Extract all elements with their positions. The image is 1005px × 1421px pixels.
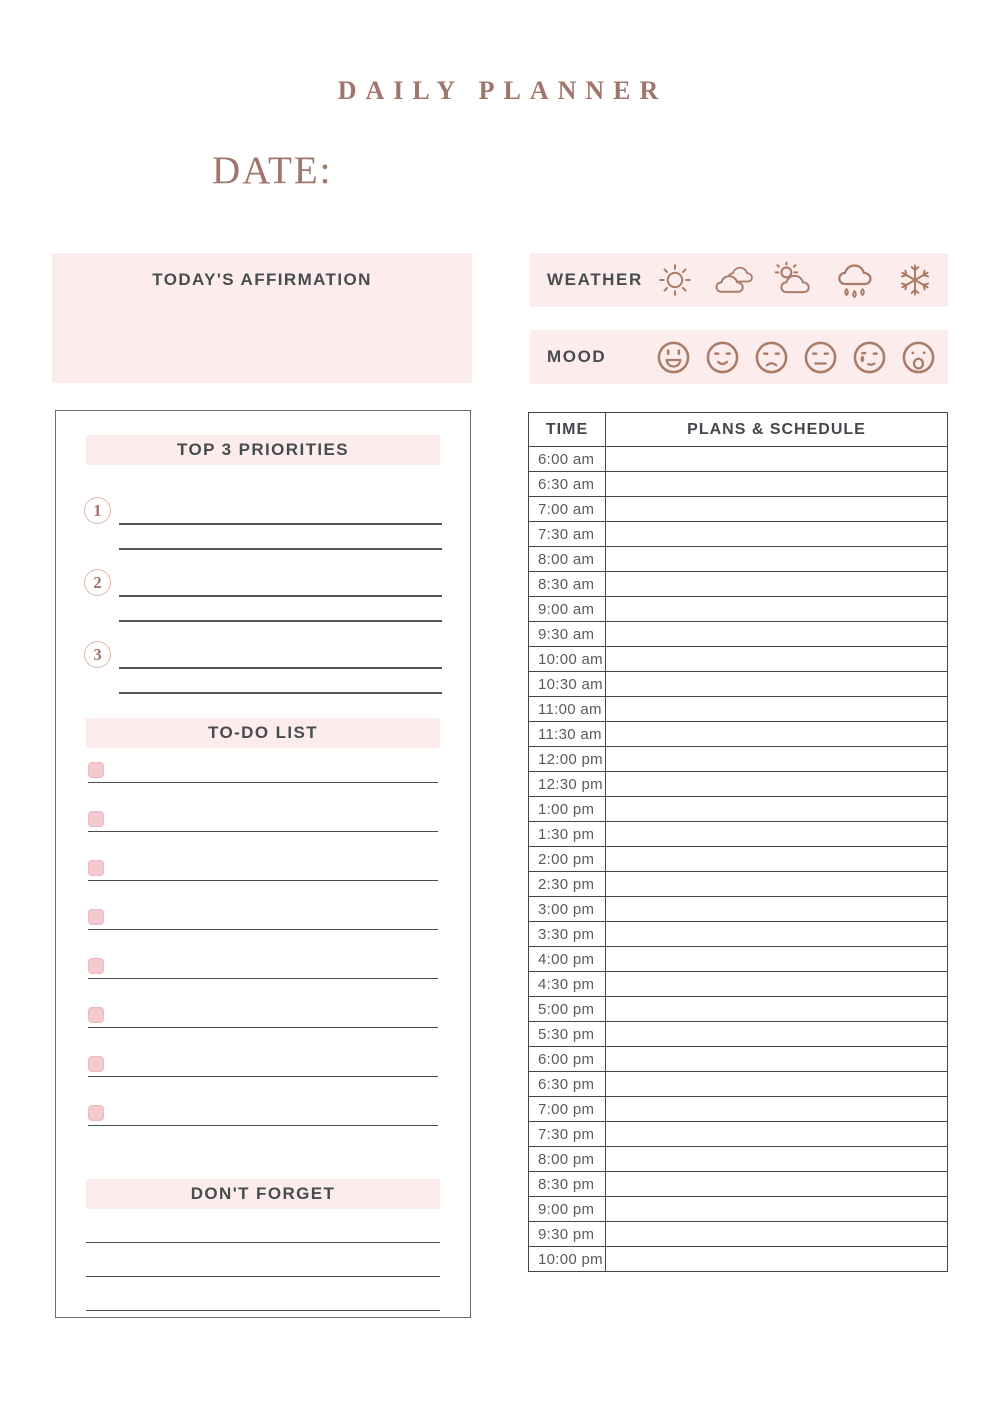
- schedule-plan-cell[interactable]: [606, 772, 948, 797]
- priority-line[interactable]: [119, 571, 442, 597]
- plans-column-header: PLANS & SCHEDULE: [606, 413, 948, 447]
- todo-line[interactable]: [88, 831, 438, 832]
- mood-label: MOOD: [547, 347, 607, 366]
- todo-item: [88, 811, 438, 853]
- schedule-plan-cell[interactable]: [606, 722, 948, 747]
- priority-number: 1: [84, 497, 111, 524]
- dont-forget-line[interactable]: [86, 1209, 440, 1243]
- rainy-icon[interactable]: [834, 260, 876, 300]
- schedule-plan-cell[interactable]: [606, 522, 948, 547]
- schedule-plan-cell[interactable]: [606, 597, 948, 622]
- todo-checkbox[interactable]: [88, 860, 104, 876]
- priority-row: [84, 495, 442, 525]
- schedule-time: 6:30 am: [529, 472, 606, 497]
- schedule-time: 1:00 pm: [529, 797, 606, 822]
- schedule-plan-cell[interactable]: [606, 447, 948, 472]
- date-label: DATE:: [212, 149, 333, 192]
- schedule-row: [529, 622, 948, 647]
- schedule-row: [529, 747, 948, 772]
- todo-checkbox[interactable]: [88, 811, 104, 827]
- sun-icon[interactable]: [654, 260, 696, 300]
- schedule-time: 9:00 am: [529, 597, 606, 622]
- time-column-header: TIME: [529, 413, 606, 447]
- schedule-time: 8:30 pm: [529, 1172, 606, 1197]
- smiling-face-icon[interactable]: [705, 340, 740, 375]
- snowflake-icon[interactable]: [894, 260, 936, 300]
- schedule-row: [529, 1072, 948, 1097]
- todo-line[interactable]: [88, 978, 438, 979]
- schedule-time: 7:30 pm: [529, 1122, 606, 1147]
- schedule-plan-cell[interactable]: [606, 697, 948, 722]
- priority-item: [84, 495, 442, 550]
- dont-forget-line[interactable]: [86, 1243, 440, 1277]
- schedule-plan-cell[interactable]: [606, 622, 948, 647]
- todo-checkbox[interactable]: [88, 909, 104, 925]
- schedule-plan-cell[interactable]: [606, 1197, 948, 1222]
- priority-row: [84, 567, 442, 597]
- schedule-time: 6:00 pm: [529, 1047, 606, 1072]
- priority-line[interactable]: [119, 692, 442, 694]
- priority-row: [84, 639, 442, 669]
- priority-line[interactable]: [119, 548, 442, 550]
- schedule-row: [529, 597, 948, 622]
- schedule-row: [529, 472, 948, 497]
- schedule-row: [529, 997, 948, 1022]
- schedule-time: 3:30 pm: [529, 922, 606, 947]
- todo-item: [88, 1056, 438, 1098]
- weather-bar: [530, 253, 948, 307]
- left-panel: [55, 410, 471, 1318]
- schedule-row: [529, 847, 948, 872]
- schedule-plan-cell[interactable]: [606, 547, 948, 572]
- schedule-table: [528, 412, 948, 1272]
- todo-checkbox[interactable]: [88, 958, 104, 974]
- mood-bar: [530, 330, 948, 384]
- neutral-face-icon[interactable]: [803, 340, 838, 375]
- todo-line[interactable]: [88, 880, 438, 881]
- schedule-plan-cell[interactable]: [606, 972, 948, 997]
- schedule-plan-cell[interactable]: [606, 1072, 948, 1097]
- schedule-row: [529, 447, 948, 472]
- schedule-plan-cell[interactable]: [606, 1097, 948, 1122]
- crying-face-icon[interactable]: [852, 340, 887, 375]
- todo-item: [88, 860, 438, 902]
- schedule-plan-cell[interactable]: [606, 847, 948, 872]
- schedule-row: [529, 722, 948, 747]
- todo-line[interactable]: [88, 1125, 438, 1126]
- schedule-plan-cell[interactable]: [606, 872, 948, 897]
- schedule-row: [529, 872, 948, 897]
- todo-checkbox[interactable]: [88, 1007, 104, 1023]
- schedule-time: 9:30 am: [529, 622, 606, 647]
- schedule-plan-cell[interactable]: [606, 1222, 948, 1247]
- priority-line[interactable]: [119, 499, 442, 525]
- schedule-plan-cell[interactable]: [606, 647, 948, 672]
- todo-checkbox[interactable]: [88, 1056, 104, 1072]
- schedule-row: [529, 947, 948, 972]
- schedule-time: 8:30 am: [529, 572, 606, 597]
- schedule-row: [529, 497, 948, 522]
- schedule-time: 11:30 am: [529, 722, 606, 747]
- priorities-list: [84, 495, 442, 694]
- priority-line[interactable]: [119, 620, 442, 622]
- todo-title: TO-DO LIST: [86, 718, 440, 748]
- schedule-row: [529, 972, 948, 997]
- cloudy-icon[interactable]: [714, 260, 756, 300]
- schedule-row: [529, 1197, 948, 1222]
- schedule-plan-cell[interactable]: [606, 922, 948, 947]
- schedule-time: 10:30 am: [529, 672, 606, 697]
- schedule-time: 7:00 am: [529, 497, 606, 522]
- laughing-face-icon[interactable]: [656, 340, 691, 375]
- schedule-time: 2:30 pm: [529, 872, 606, 897]
- schedule-header-row: [529, 413, 948, 447]
- schedule-time: 10:00 am: [529, 647, 606, 672]
- weather-icons: [654, 260, 936, 300]
- schedule-time: 7:00 pm: [529, 1097, 606, 1122]
- schedule-row: [529, 1147, 948, 1172]
- schedule-row: [529, 922, 948, 947]
- schedule-row: [529, 1022, 948, 1047]
- schedule-time: 4:30 pm: [529, 972, 606, 997]
- schedule-row: [529, 672, 948, 697]
- schedule-time: 12:00 pm: [529, 747, 606, 772]
- schedule-time: 5:30 pm: [529, 1022, 606, 1047]
- todo-item: [88, 762, 438, 804]
- affirmation-title: TODAY'S AFFIRMATION: [152, 270, 372, 289]
- schedule-row: [529, 897, 948, 922]
- schedule-time: 6:00 am: [529, 447, 606, 472]
- schedule-time: 6:30 pm: [529, 1072, 606, 1097]
- schedule-row: [529, 1097, 948, 1122]
- schedule-row: [529, 822, 948, 847]
- schedule-plan-cell[interactable]: [606, 997, 948, 1022]
- schedule-time: 11:00 am: [529, 697, 606, 722]
- schedule-row: [529, 1172, 948, 1197]
- todo-item: [88, 1105, 438, 1147]
- schedule-plan-cell[interactable]: [606, 672, 948, 697]
- schedule-row: [529, 697, 948, 722]
- priority-number: 2: [84, 569, 111, 596]
- todo-line[interactable]: [88, 782, 438, 783]
- dont-forget-title: DON'T FORGET: [86, 1179, 440, 1209]
- todo-line[interactable]: [88, 1027, 438, 1028]
- schedule-plan-cell[interactable]: [606, 797, 948, 822]
- priority-item: [84, 639, 442, 694]
- schedule-row: [529, 1122, 948, 1147]
- schedule-row: [529, 547, 948, 572]
- schedule-plan-cell[interactable]: [606, 1147, 948, 1172]
- schedule-plan-cell[interactable]: [606, 572, 948, 597]
- todo-checkbox[interactable]: [88, 1105, 104, 1121]
- schedule-row: [529, 1247, 948, 1272]
- schedule-plan-cell[interactable]: [606, 947, 948, 972]
- schedule-time: 8:00 pm: [529, 1147, 606, 1172]
- todo-line[interactable]: [88, 929, 438, 930]
- weather-label: WEATHER: [547, 270, 643, 289]
- schedule-plan-cell[interactable]: [606, 822, 948, 847]
- schedule-plan-cell[interactable]: [606, 1022, 948, 1047]
- todo-item: [88, 958, 438, 1000]
- schedule-row: [529, 647, 948, 672]
- schedule-row: [529, 797, 948, 822]
- schedule-time: 12:30 pm: [529, 772, 606, 797]
- dont-forget-line[interactable]: [86, 1277, 440, 1311]
- mood-icons: [656, 340, 936, 375]
- frowning-face-icon[interactable]: [754, 340, 789, 375]
- schedule-plan-cell[interactable]: [606, 1247, 948, 1272]
- schedule-time: 8:00 am: [529, 547, 606, 572]
- schedule-time: 5:00 pm: [529, 997, 606, 1022]
- priority-item: [84, 567, 442, 622]
- todo-list: [88, 762, 438, 1147]
- page-title: DAILY PLANNER: [337, 76, 668, 105]
- schedule-row: [529, 772, 948, 797]
- schedule-row: [529, 1222, 948, 1247]
- schedule-plan-cell[interactable]: [606, 897, 948, 922]
- dont-forget-list: [56, 1209, 470, 1311]
- priority-line[interactable]: [119, 643, 442, 669]
- schedule-time: 3:00 pm: [529, 897, 606, 922]
- schedule-time: 10:00 pm: [529, 1247, 606, 1272]
- schedule-plan-cell[interactable]: [606, 1047, 948, 1072]
- schedule-plan-cell[interactable]: [606, 747, 948, 772]
- partly-sunny-icon[interactable]: [774, 260, 816, 300]
- schedule-time: 9:00 pm: [529, 1197, 606, 1222]
- distressed-face-icon[interactable]: [901, 340, 936, 375]
- schedule-time: 9:30 pm: [529, 1222, 606, 1247]
- todo-checkbox[interactable]: [88, 762, 104, 778]
- schedule-time: 1:30 pm: [529, 822, 606, 847]
- priority-number: 3: [84, 641, 111, 668]
- schedule-row: [529, 572, 948, 597]
- schedule-row: [529, 1047, 948, 1072]
- schedule-plan-cell[interactable]: [606, 472, 948, 497]
- priorities-title: TOP 3 PRIORITIES: [86, 435, 440, 465]
- todo-line[interactable]: [88, 1076, 438, 1077]
- schedule-time: 7:30 am: [529, 522, 606, 547]
- todo-item: [88, 909, 438, 951]
- todo-item: [88, 1007, 438, 1049]
- schedule-plan-cell[interactable]: [606, 1122, 948, 1147]
- schedule-row: [529, 522, 948, 547]
- affirmation-box[interactable]: [52, 253, 472, 383]
- schedule-time: 4:00 pm: [529, 947, 606, 972]
- schedule-plan-cell[interactable]: [606, 497, 948, 522]
- schedule-time: 2:00 pm: [529, 847, 606, 872]
- schedule-plan-cell[interactable]: [606, 1172, 948, 1197]
